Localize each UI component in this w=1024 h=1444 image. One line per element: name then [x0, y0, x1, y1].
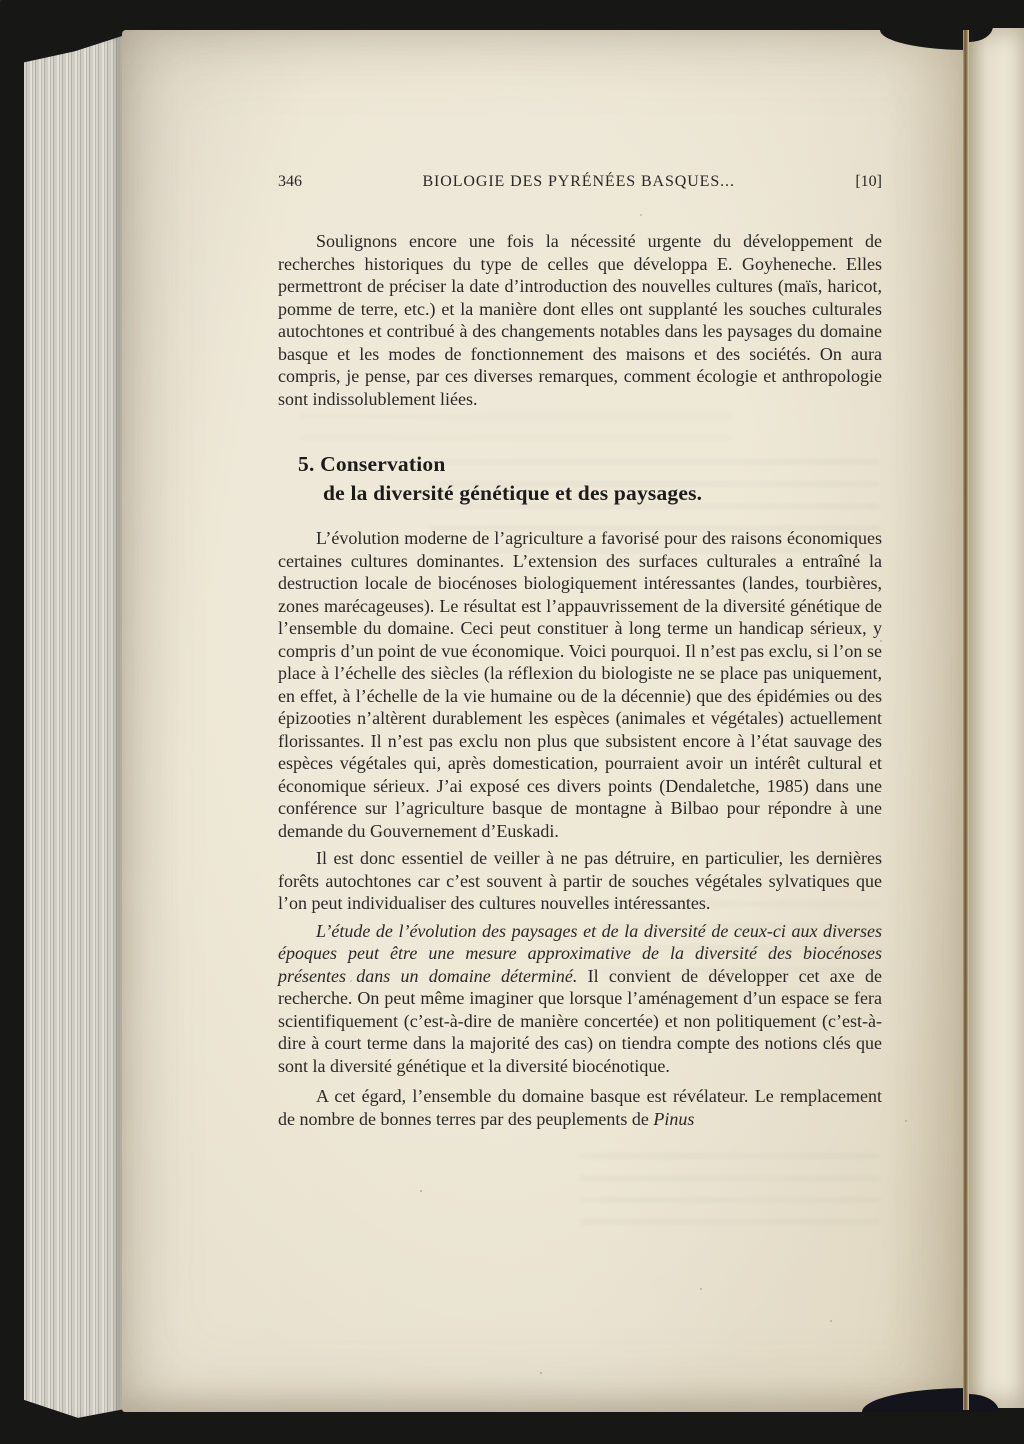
page-number: 346 — [278, 173, 302, 190]
book-page — [122, 30, 968, 1412]
text-column — [278, 172, 882, 1130]
issue-marker: [10] — [855, 173, 882, 190]
paragraph-3: Il est donc essentiel de veiller à ne pas détruire, en particulier, les dernières forêts autochtones car c’est souvent à partir de souches végétales sylvatiques que l’on peut individualiser des cultures nouvelles intéressantes. — [278, 848, 882, 913]
paragraph-5 — [278, 1085, 882, 1130]
spine-shadow-top-right — [969, 26, 993, 42]
paragraph-2: L’évolution moderne de l’agriculture a favorisé pour des raisons économiques certaines cultures dominantes. L’extension des surfaces culturales a entraîné la destruction locale de biocénoses biologiquement intéressantes (landes, tourbières, zones marécageuses). Le résultat est l’appauvrissement de la diversité génétique de l’ensemble du domaine. Ceci peut constituer à long terme un handicap sérieux, y compris d’un point de vue économique. Voici pourquoi. Il n’est pas exclu, si l’on se place à l’échelle des siècles (la réflexion du biologiste ne se place pas uniquement, en effet, à l’échelle de la vie humaine ou de la décennie) que des épidémies ou des épizooties n’altèrent durablement les espèces (animales et végétales) actuellement florissantes. Il n’est pas exclu non plus que subsistent encore à l’état sauvage des espèces végétales qui, après domestication, pourraient avoir un intérêt cultural et économique sérieux. J’ai exposé ces divers points (Dendaletche, 1985) dans une conférence sur l’agriculture basque de montagne à Bilbao pour répondre à une demande du Gouvernement d’Euskadi. — [278, 528, 882, 841]
running-title: BIOLOGIE DES PYRÉNÉES BASQUES... — [422, 173, 735, 190]
facing-page-edge — [969, 28, 1024, 1408]
spine-shadow-top — [880, 30, 968, 50]
paragraph-4-rest: Il convient de développer cet axe de recherche. On peut même imaginer que lorsque l’aménagement d’un espace se fera scientifiquement (c’est-à-dire de manière concertée) et non politiquement (c’est-à-dire à court terme dans la majorité des cas) on tiendra compte des notions clés que sont la diversité génétique et la diversité biocénotique. — [278, 965, 883, 1076]
paragraph-4 — [278, 920, 882, 1078]
spine-shadow-bottom — [862, 1388, 968, 1412]
page-stack-edges — [24, 36, 122, 1422]
section-heading-line2: de la diversité génétique et des paysages. — [323, 481, 703, 505]
section-heading — [298, 450, 882, 508]
paragraph-5-species-name: Pinus — [653, 1108, 695, 1129]
paper-speckles — [0, 0, 2, 2]
section-heading-line1: 5. Conservation — [298, 452, 446, 476]
paragraph-4-italic: L’étude de l’évolution des paysages et de la diversité de ceux-ci aux diverses époques peut être une mesure approximative de la diversité des biocénoses présentes dans un domaine déterminé. — [278, 920, 882, 986]
spine-shadow-bottom-right — [969, 1394, 999, 1412]
paragraph-5-text: A cet égard, l’ensemble du domaine basque est révélateur. Le remplacement de nombre de bonnes terres par des peuplements de — [278, 1086, 882, 1129]
running-head — [278, 172, 882, 192]
paragraph-1: Soulignons encore une fois la nécessité urgente du développement de recherches historiques du type de celles que développa E. Goyheneche. Elles permettront de préciser la date d’introduction des nouvelles cultures (maïs, haricot, pomme de terre, etc.) et la manière dont elles ont supplanté les souches culturales autochtones et contribué à des changements notables dans les paysages du domaine basque et les modes de fonctionnement des maisons et des sociétés. On aura compris, je pense, par ces diverses remarques, comment écologie et anthropologie sont indissolublement liées. — [278, 231, 882, 409]
